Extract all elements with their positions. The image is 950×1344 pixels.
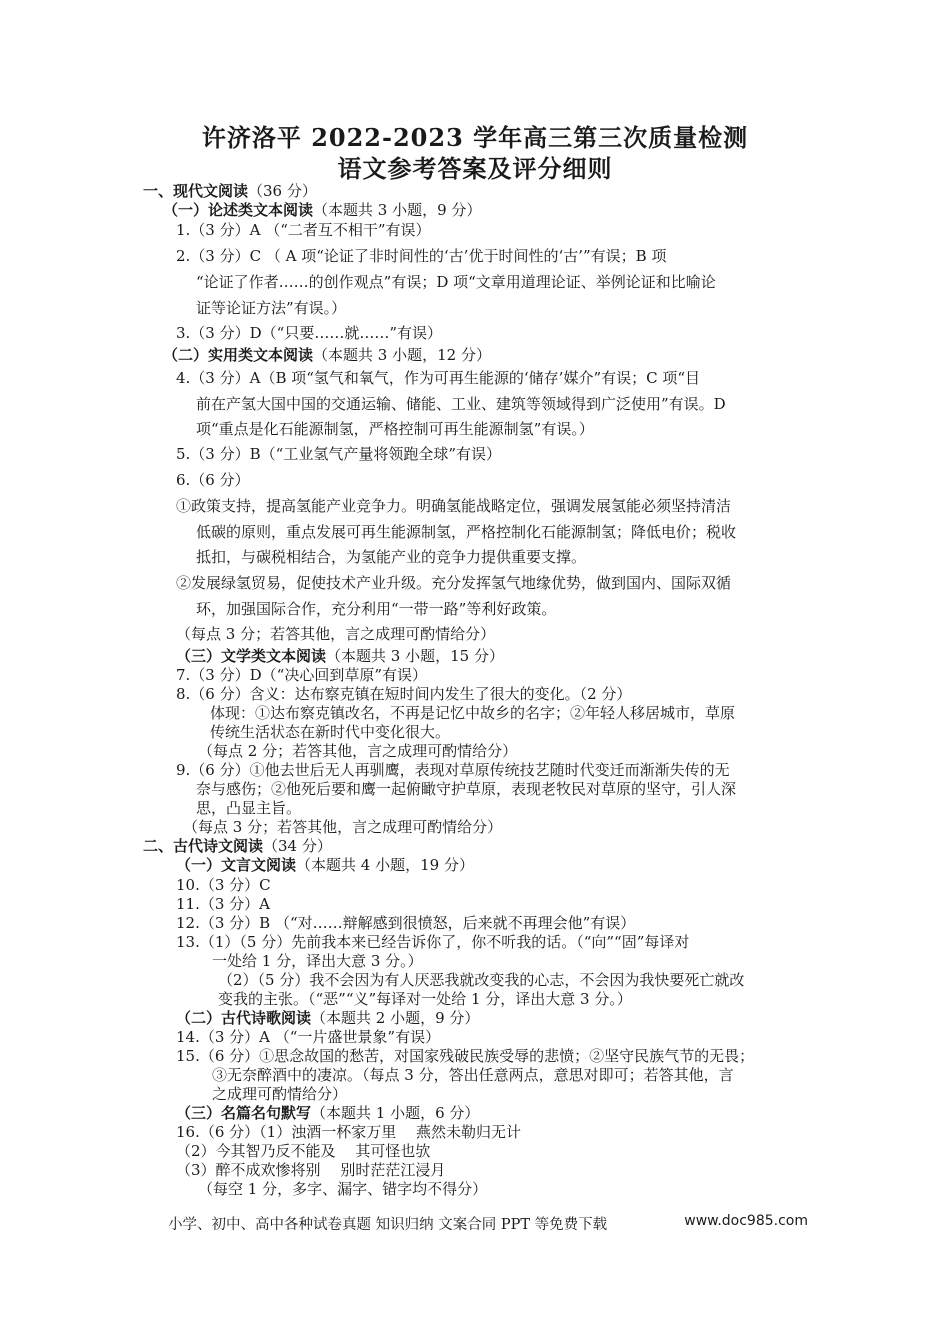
answer-line: 7.（3 分）D（“决心回到草原”有误） [176, 666, 427, 684]
title-line-1: 许济洛平 2022-2023 学年高三第三次质量检测 [201, 123, 749, 152]
scoring-note: （每点 3 分；若答其他，言之成理可酌情给分） [176, 625, 496, 643]
subsection-heading [176, 855, 474, 875]
page-footer [168, 1213, 808, 1234]
answer-line: 2.（3 分）C （ A 项“论证了非时间性的‘古’优于时间性的‘古’”有误；B 项 [176, 247, 667, 265]
scoring-note: （每点 2 分；若答其他，言之成理可酌情给分） [198, 742, 518, 760]
answer-line: ①政策支持，提高氢能产业竞争力。明确氢能战略定位，强调发展氢能必须坚持清洁 [176, 497, 732, 515]
subsection-heading-note: （本题共 4 小题，19 分） [296, 856, 474, 874]
answer-line: 15.（6 分）①思念故国的愁苦，对国家残破民族受辱的悲愤；②坚守民族气节的无畏； [176, 1047, 755, 1065]
answer-line: ③无奈醉酒中的凄凉。（每点 3 分，答出任意两点，意思对即可；若答其他，言 [212, 1066, 734, 1084]
subsection-heading-label: （二）古代诗歌阅读 [176, 1009, 312, 1027]
answer-line: 证等论证方法”有误。） [196, 299, 347, 317]
answer-line: 5.（3 分）B（“工业氢气产量将领跑全球”有误） [176, 445, 501, 463]
section-heading-note: （36 分） [248, 182, 317, 200]
answer-line: 16.（6 分）（1）浊酒一杯家万里 燕然未勒归无计 [176, 1123, 521, 1141]
subsection-heading-label: （二）实用类文本阅读 [163, 346, 314, 364]
answer-line: 6.（6 分） [176, 471, 250, 489]
answer-line: （2）（5 分）我不会因为有人厌恶我就改变我的心志，不会因为我快要死亡就改 [218, 971, 745, 989]
section-heading-note: （34 分） [263, 837, 332, 855]
subsection-heading-label: （三）文学类文本阅读 [176, 647, 327, 665]
answer-line: 10.（3 分）C [176, 876, 271, 894]
subsection-heading [176, 1008, 479, 1028]
answer-line: 变我的主张。（“恶”“义”每译对一处给 1 分，译出大意 3 分。） [218, 990, 632, 1008]
answer-line: 低碳的原则，重点发展可再生能源制氢，严格控制化石能源制氢；降低电价；税收 [196, 523, 737, 541]
subsection-heading [163, 345, 491, 365]
answer-line: 13.（1）（5 分）先前我本来已经告诉你了，你不听我的话。（“向”“固”每译对 [176, 933, 690, 951]
subsection-heading [163, 200, 481, 220]
answer-line: 1.（3 分）A （“二者互不相干”有误） [176, 221, 431, 239]
section-heading [143, 836, 332, 856]
subsection-heading-label: （三）名篇名句默写 [176, 1104, 312, 1122]
answer-line: 8.（6 分）含义：达布察克镇在短时间内发生了很大的变化。（2 分） [176, 685, 632, 703]
answer-line: 传统生活状态在新时代中变化很大。 [210, 723, 451, 741]
subsection-heading [176, 1103, 479, 1123]
answer-line: 前在产氢大国中国的交通运输、储能、工业、建筑等领域得到广泛使用”有误。D [196, 395, 726, 413]
answer-line: 思，凸显主旨。 [196, 799, 302, 817]
subsection-heading-note: （本题共 2 小题，9 分） [311, 1009, 480, 1027]
subsection-heading-note: （本题共 3 小题，9 分） [313, 201, 482, 219]
subsection-heading [176, 646, 504, 666]
answer-line: 之成理可酌情给分） [212, 1085, 348, 1103]
section-heading-label: 二、古代诗文阅读 [143, 837, 264, 855]
section-heading [143, 181, 317, 201]
subsection-heading-note: （本题共 3 小题，12 分） [313, 346, 491, 364]
answer-line: 一处给 1 分，译出大意 3 分。） [212, 952, 423, 970]
answer-line: （2）今其智乃反不能及 其可怪也欤 [176, 1142, 431, 1160]
answer-line: 抵扣，与碳税相结合，为氢能产业的竞争力提供重要支撑。 [196, 548, 587, 566]
answer-line: 14.（3 分）A （“一片盛世景象”有误） [176, 1028, 441, 1046]
answer-line: 12.（3 分）B （“对……辩解感到很愤怒，后来就不再理会他”有误） [176, 914, 636, 932]
footer-url-link[interactable]: www.doc985.com [684, 1213, 808, 1229]
scoring-note: （每点 3 分；若答其他，言之成理可酌情给分） [183, 818, 503, 836]
answer-line: 9.（6 分）①他去世后无人再驯鹰，表现对草原传统技艺随时代变迁而渐渐失传的无 [176, 761, 730, 779]
answer-line: ②发展绿氢贸易，促使技术产业升级。充分发挥氢气地缘优势，做到国内、国际双循 [176, 574, 732, 592]
answer-line: 4.（3 分）A（B 项“氢气和氧气，作为可再生能源的‘储存’媒介”有误；C 项“目 [176, 369, 701, 387]
subsection-heading-label: （一）文言文阅读 [176, 856, 297, 874]
answer-line: “论证了作者……的创作观点”有误；D 项“文章用道理论证、举例论证和比喻论 [196, 273, 716, 291]
answer-line: 奈与感伤；②他死后要和鹰一起俯瞰守护草原，表现老牧民对草原的坚守，引人深 [196, 780, 737, 798]
answer-line: 3.（3 分）D（“只要……就……”有误） [176, 324, 442, 342]
subsection-heading-note: （本题共 3 小题，15 分） [326, 647, 504, 665]
footer-text: 小学、初中、高中各种试卷真题 知识归纳 文案合同 PPT 等免费下载 [168, 1217, 608, 1233]
answer-line: 项“重点是化石能源制氢，严格控制可再生能源制氢”有误。） [196, 420, 594, 438]
answer-line: 11.（3 分）A [176, 895, 270, 913]
answer-line: （3）醉不成欢惨将别 别时茫茫江浸月 [176, 1161, 446, 1179]
title-line-2: 语文参考答案及评分细则 [337, 154, 613, 183]
answer-line: 环，加强国际合作，充分利用“一带一路”等利好政策。 [196, 600, 557, 618]
section-heading-label: 一、现代文阅读 [143, 182, 249, 200]
subsection-heading-label: （一）论述类文本阅读 [163, 201, 314, 219]
scoring-note: （每空 1 分，多字、漏字、错字均不得分） [198, 1180, 488, 1198]
answer-line: 体现：①达布察克镇改名，不再是记忆中故乡的名字；②年轻人移居城市，草原 [210, 704, 736, 722]
subsection-heading-note: （本题共 1 小题，6 分） [311, 1104, 480, 1122]
